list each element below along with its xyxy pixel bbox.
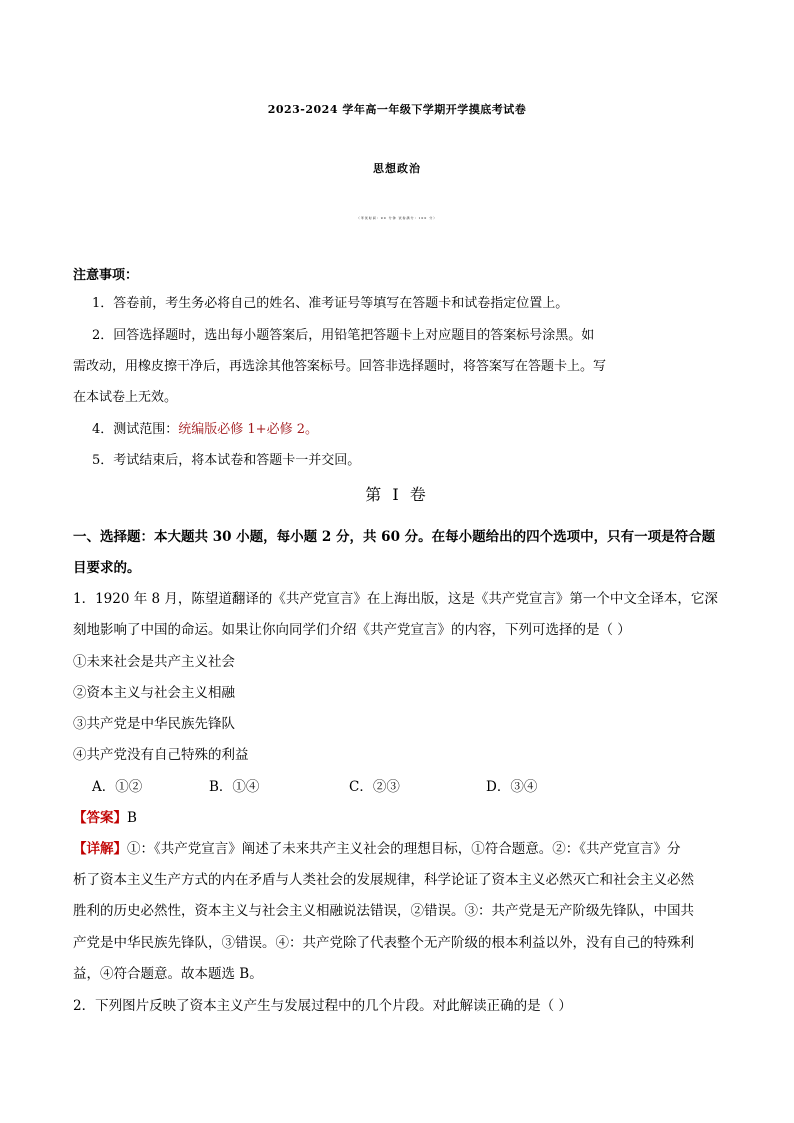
note-item — [92, 423, 318, 436]
note-label: 4．测试范围： — [92, 422, 179, 437]
exam-title: 2023-2024 学年高一年级下学期开学摸底考试卷 — [267, 103, 527, 116]
explanation-line — [73, 837, 681, 857]
volume-heading: 第 I 卷 — [365, 485, 429, 504]
section-heading: 目要求的。 — [73, 560, 141, 576]
option-a: A．①② — [92, 779, 143, 795]
answer-tag: 【答案】 — [73, 810, 127, 826]
note-item: 需改动，用橡皮擦干净后，再选涂其他答案标号。回答非选择题时，将答案写在答题卡上。写 — [73, 359, 607, 374]
subject-title: 思想政治 — [373, 162, 421, 175]
explanation-text: ①：《共产党宣言》阐述了未来共产主义社会的理想目标，①符合题意。②：《共产党宣言》分 — [127, 841, 681, 857]
note-item: 2．回答选择题时，选出每小题答案后，用铅笔把答题卡上对应题目的答案标号涂黑。如 — [92, 328, 595, 343]
explanation-tag: 【详解】 — [73, 841, 127, 857]
explanation-text: 胜利的历史必然性，资本主义与社会主义相融说法错误，②错误。③：共产党是无产阶级先锋队，中国共 — [73, 903, 694, 919]
option-c: C．②③ — [349, 779, 400, 795]
section-heading: 一、选择题：本大题共 30 小题，每小题 2 分，共 60 分。在每小题给出的四个选项中，只有一项是符合题 — [73, 529, 716, 545]
note-item: 1．答卷前，考生务必将自己的姓名、准考证号等填写在答题卡和试卷指定位置上。 — [92, 296, 569, 311]
question-1-stem: 1．1920 年 8 月，陈望道翻译的《共产党宣言》在上海出版，这是《共产党宣言》第一个中文全译本，它深 — [73, 591, 718, 607]
note-end-mark: 。 — [304, 422, 318, 437]
answer-line — [73, 806, 137, 826]
note-item: 在本试卷上无效。 — [73, 390, 178, 405]
note-item: 5．考试结束后，将本试卷和答题卡一并交回。 — [92, 453, 361, 468]
statement-item: ①未来社会是共产主义社会 — [73, 654, 235, 670]
option-b: B．①④ — [209, 779, 260, 795]
statement-item: ④共产党没有自己特殊的利益 — [73, 747, 249, 763]
explanation-text: 析了资本主义生产方式的内在矛盾与人类社会的发展规律，科学论证了资本主义必然灭亡和社会主义必然 — [73, 872, 694, 888]
test-scope: 统编版必修 1+必修 2 — [178, 422, 305, 437]
question-2-stem: 2．下列图片反映了资本主义产生与发展过程中的几个片段。对此解读正确的是（ ） — [73, 998, 572, 1014]
option-d: D．③④ — [486, 779, 538, 795]
statement-item: ③共产党是中华民族先锋队 — [73, 716, 235, 732]
statement-item: ②资本主义与社会主义相融 — [73, 685, 235, 701]
answer-value: B — [127, 810, 137, 826]
notes-title: 注意事项： — [73, 268, 139, 283]
explanation-text: 益，④符合题意。故本题选 B。 — [73, 966, 263, 982]
exam-info: （考试时间：90 分钟 试卷满分：100 分） — [356, 216, 438, 220]
explanation-text: 产党是中华民族先锋队，③错误。④：共产党除了代表整个无产阶级的根本利益以外，没有自己的特殊利 — [73, 935, 694, 951]
question-1-stem: 刻地影响了中国的命运。如果让你向同学们介绍《共产党宣言》的内容，下列可选择的是（ ） — [73, 622, 631, 638]
